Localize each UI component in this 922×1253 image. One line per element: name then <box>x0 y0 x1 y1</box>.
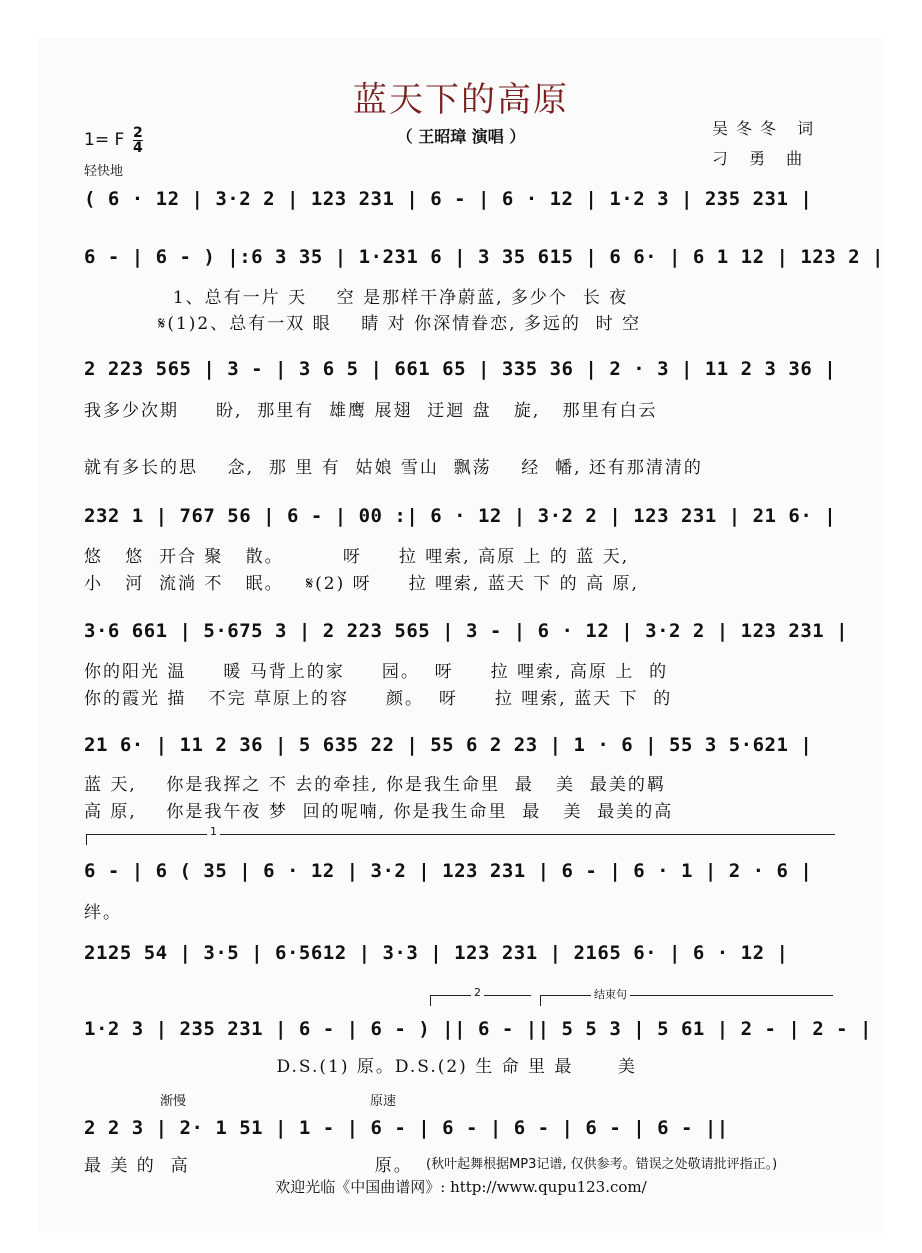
footer-website: 欢迎光临《中国曲谱网》: http://www.qupu123.com/ <box>275 1178 647 1196</box>
key-signature: 1= F <box>84 130 125 150</box>
staff-line-1: ( 6 · 12 | 3·2 2 | 123 231 | 6 - | 6 · 12 | 1·2 3 | 235 231 | <box>84 188 813 210</box>
composer-credit: 刁 勇 曲 <box>712 149 811 168</box>
lyric-line: 就有多长的思 念, 那 里 有 姑娘 雪山 飘荡 经 幡, 还有那清清的 <box>84 458 703 478</box>
lyric-line: 蓝 天, 你是我挥之 不 去的牵挂, 你是我生命里 最 美 最美的羁 <box>84 775 666 795</box>
staff-line-5: 3·6 661 | 5·675 3 | 2 223 565 | 3 - | 6 · 12 | 3·2 2 | 123 231 | <box>84 620 849 642</box>
singer-credit: （ 王昭璋 演唱 ） <box>396 127 526 146</box>
lyric-line: 悠 悠 开合 聚 散。 呀 拉 哩索, 高原 上 的 蓝 天, <box>84 547 630 567</box>
lyric-line: 绊。 <box>84 903 122 923</box>
staff-line-10: 2 2 3 | 2· 1 51 | 1 - | 6 - | 6 - | 6 - | 6 - | 6 - || <box>84 1117 729 1139</box>
lyric-line: 我多少次期 盼, 那里有 雄鹰 展翅 迂迴 盘 旋, 那里有白云 <box>84 401 658 421</box>
lyric-line: 1、总有一片 天 空 是那样干净蔚蓝, 多少个 长 夜 <box>84 288 629 308</box>
song-title: 蓝天下的高原 <box>353 80 569 120</box>
tempo-marking: 轻快地 <box>84 164 124 179</box>
staff-line-7: 6 - | 6 ( 35 | 6 · 12 | 3·2 | 123 231 | 6 - | 6 · 1 | 2 · 6 | <box>84 860 813 882</box>
staff-line-3: 2 223 565 | 3 - | 3 6 5 | 661 65 | 335 36 | 2 · 3 | 11 2 3 36 | <box>84 358 837 380</box>
a-tempo-marking: 原速 <box>370 1094 397 1109</box>
transcription-note: (秋叶起舞根据MP3记谱, 仅供参考。错误之处敬请批评指正。) <box>426 1157 778 1172</box>
ritardando-marking: 渐慢 <box>160 1094 187 1109</box>
lyric-line: 小 河 流淌 不 眠。 𝄋(2) 呀 拉 哩索, 蓝天 下 的 高 原, <box>84 574 639 594</box>
lyric-line: 最 美 的 高 原。 <box>84 1156 413 1176</box>
lyricist-credit: 吴冬冬 词 <box>712 119 822 138</box>
staff-line-4: 232 1 | 767 56 | 6 - | 00 :| 6 · 12 | 3·2 2 | 123 231 | 21 6· | <box>84 505 837 527</box>
lyric-line: 𝄋(1)2、总有一双 眼 睛 对 你深情眷恋, 多远的 时 空 <box>84 314 642 334</box>
staff-line-6: 21 6· | 11 2 36 | 5 635 22 | 55 6 2 23 | 1 · 6 | 55 3 5·621 | <box>84 734 813 756</box>
volta-1-bracket: 1 <box>86 834 835 845</box>
time-signature: 2 4 <box>133 125 143 156</box>
lyric-line: 你的阳光 温 暖 马背上的家 园。 呀 拉 哩索, 高原 上 的 <box>84 662 669 682</box>
staff-line-9: 1·2 3 | 235 231 | 6 - | 6 - ) || 6 - || 5 5 3 | 5 61 | 2 - | 2 - | <box>84 1018 872 1040</box>
lyric-line: 高 原, 你是我午夜 梦 回的呢喃, 你是我生命里 最 美 最美的高 <box>84 802 674 822</box>
ending-bracket: 结束句 <box>540 995 833 1006</box>
lyric-line: D.S.(1) 原。D.S.(2) 生 命 里 最 美 <box>84 1057 637 1077</box>
staff-line-8: 2125 54 | 3·5 | 6·5612 | 3·3 | 123 231 | 2165 6· | 6 · 12 | <box>84 942 789 964</box>
volta-2-bracket: 2 <box>430 995 531 1006</box>
lyric-line: 你的霞光 描 不完 草原上的容 颜。 呀 拉 哩索, 蓝天 下 的 <box>84 689 673 709</box>
staff-line-2: 6 - | 6 - ) |:6 3 35 | 1·231 6 | 3 35 615 | 6 6· | 6 1 12 | 123 2 | <box>84 246 884 268</box>
